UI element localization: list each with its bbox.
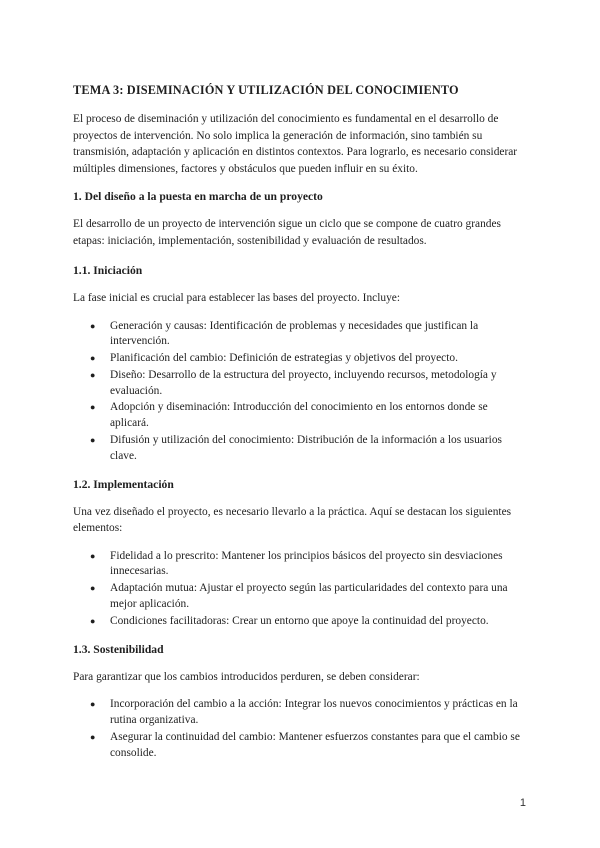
bullet-icon: ●: [90, 320, 96, 331]
section-1-1-heading: 1.1. Iniciación: [73, 264, 143, 277]
section-1-2-paragraph: Una vez diseñado el proyecto, es necesario llevarlo a la práctica. Aquí se destacan los siguientes elementos:: [73, 505, 512, 535]
bullet-icon: ●: [90, 402, 96, 413]
page-number: 1: [519, 797, 526, 809]
bullet-icon: ●: [90, 369, 96, 380]
bullet-icon: ●: [90, 699, 96, 710]
document-title: TEMA 3: DISEMINACIÓN Y UTILIZACIÓN DEL CONOCIMIENTO: [73, 83, 459, 97]
bullet-icon: ●: [90, 615, 96, 626]
section-1-heading: 1. Del diseño a la puesta en marcha de un proyecto: [73, 190, 323, 203]
list-item: ● Condiciones facilitadoras: Crear un entorno que apoye la continuidad del proyecto.: [73, 614, 527, 630]
list-item: ● Incorporación del cambio a la acción: Integrar los nuevos conocimientos y prácticas en la rutina organizativa.: [90, 698, 518, 726]
bullet-icon: ●: [90, 353, 96, 364]
section-1-3-heading: 1.3. Sostenibilidad: [73, 642, 164, 656]
list-item: ● Diseño: Desarrollo de la estructura del proyecto, incluyendo recursos, metodología y evaluación.: [90, 368, 497, 397]
section-1-1-list: [73, 319, 527, 465]
list-item: ● Generación y causas: Identificación de problemas y necesidades que justifican la intervención.: [90, 319, 479, 348]
bullet-icon: ●: [90, 550, 96, 561]
section-1-2-list: [73, 549, 527, 630]
section-1-paragraph: El desarrollo de un proyecto de intervención sigue un ciclo que se compone de cuatro grandes etapas: iniciación, implementación, sostenibilidad y evaluación de resultados.: [73, 218, 501, 247]
list-item: ● Planificación del cambio: Definición de estrategias y objetivos del proyecto.: [73, 351, 527, 367]
bullet-icon: ●: [90, 731, 96, 742]
section-1-2-heading: 1.2. Implementación: [73, 477, 174, 491]
intro-paragraph: El proceso de diseminación y utilización del conocimiento es fundamental en el desarrollo de proyectos de intervención. No solo implica la generación de información, sino también su transmisión, adaptación y aplicación en distintos contextos. Para lograrlo, es necesario considerar múltiples dimensiones, factores y obstáculos que pueden influir en su éxito.: [73, 113, 518, 175]
bullet-icon: ●: [90, 435, 96, 446]
section-1-3-paragraph: Para garantizar que los cambios introducidos perduren, se deben considerar:: [73, 670, 420, 683]
list-item: ● Adaptación mutua: Ajustar el proyecto según las particularidades del contexto para una mejor aplicación.: [90, 582, 508, 611]
section-1-1-paragraph: La fase inicial es crucial para establecer las bases del proyecto. Incluye:: [73, 292, 401, 304]
bullet-icon: ●: [90, 583, 96, 594]
list-item: ● Asegurar la continuidad del cambio: Mantener esfuerzos constantes para que el cambio se consolide.: [90, 730, 520, 759]
list-item: ● Adopción y diseminación: Introducción del conocimiento en los entornos donde se aplicará.: [90, 401, 488, 430]
document-body: [73, 82, 527, 762]
list-item: ● Difusión y utilización del conocimiento: Distribución de la información a los usuarios clave.: [90, 434, 502, 462]
list-item: ● Fidelidad a lo prescrito: Mantener los principios básicos del proyecto sin desviaciones innecesarias.: [90, 549, 503, 578]
section-1-3-list: [73, 697, 527, 761]
